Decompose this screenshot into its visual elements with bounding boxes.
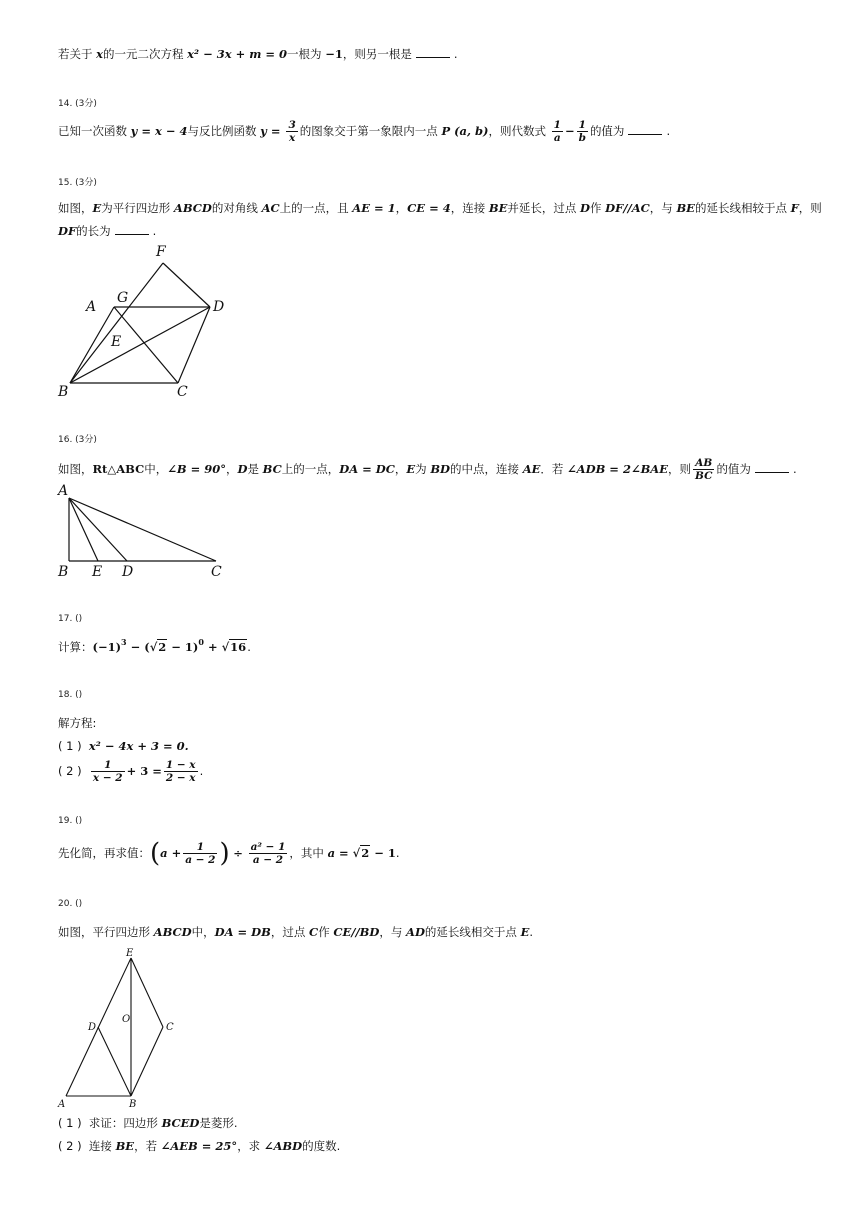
edge-bc [131, 1027, 163, 1096]
math-exponent: 0 [198, 637, 204, 647]
text: 的值为 [716, 462, 751, 476]
math-exponent: 3 [121, 637, 127, 647]
text: . [152, 224, 157, 238]
text: 的中点，连接 [450, 462, 523, 476]
answer-blank[interactable] [115, 222, 149, 235]
math-var: BD [430, 462, 451, 476]
text: ， [226, 462, 238, 476]
q14-text [58, 118, 670, 144]
question-number-15: 15. (3分) [58, 178, 97, 188]
math-term: + 3 = [126, 764, 162, 778]
numerator: 1 [183, 841, 217, 854]
text: ，则代数式 [488, 124, 550, 138]
line-bf [70, 263, 163, 383]
text: 已知一次函数 [58, 124, 131, 138]
q15-figure [50, 240, 240, 402]
edge-db [98, 1027, 131, 1096]
text: 的图象交于第一象限内一点 [299, 124, 442, 138]
label-b: B [129, 1099, 137, 1110]
question-number-18: 18. () [58, 690, 83, 700]
label-a: A [58, 1099, 66, 1110]
numerator: 3 [288, 119, 296, 131]
math-var: DF [58, 224, 77, 238]
label-c: C [177, 384, 188, 400]
label-a: A [58, 483, 69, 499]
text: . [453, 47, 458, 61]
math-expression: $(-1)^3 - (√2 - 1)^0 + √16$ [92, 637, 247, 654]
numerator: a² − 1 [250, 841, 286, 853]
question-number-19: 19. () [58, 816, 83, 826]
text: . [792, 462, 797, 476]
text: 的延长线相交于点 [424, 925, 521, 939]
answer-blank[interactable] [755, 460, 789, 473]
math-equation: AE = 1 [352, 201, 396, 215]
math-var: E [520, 925, 530, 939]
text: . [247, 640, 251, 654]
math-term: + [203, 640, 222, 654]
numerator: 1 [577, 119, 588, 132]
q15-text-line1 [58, 199, 822, 217]
diagonal-ac [114, 307, 178, 383]
segment-ae [69, 498, 98, 561]
q19-text: 先化简，再求值：(a + $\frac{1}{a - 2}$ ) ÷ $\frac{\text{a² − 1}}{a - 2}$ ，其中 a = √2 − 1. [58, 838, 400, 869]
text: 计算： [58, 640, 93, 654]
left-paren: ( [150, 838, 161, 869]
math-radicand: 16 [230, 640, 247, 654]
math-var: D [237, 462, 248, 476]
part-label: ( 2 ) [58, 764, 82, 778]
math-angle: ∠B = 90° [167, 462, 226, 476]
question-number-14: 14. (3分) [58, 99, 97, 109]
question-number-17: 17. () [58, 614, 83, 624]
fraction [164, 759, 198, 784]
text: ，与 [379, 925, 407, 939]
text: 连接 [88, 1139, 116, 1153]
math-term: (−1) [92, 640, 122, 654]
edge-ce [131, 958, 163, 1027]
text: . [529, 925, 533, 939]
math-var: D [580, 201, 591, 215]
q20-text [58, 923, 533, 941]
label-d: D [213, 299, 225, 315]
math-var: x [96, 47, 104, 61]
question-number-16: 16. (3分) [58, 435, 97, 445]
q18-part1 [58, 737, 189, 755]
label-f: F [156, 244, 166, 260]
math-var: C [309, 925, 319, 939]
denominator: b [578, 132, 586, 144]
text: ，则 [798, 201, 822, 215]
text: ， [394, 462, 407, 476]
text: 若关于 [58, 47, 97, 61]
answer-blank[interactable] [416, 45, 450, 58]
text: . [395, 846, 400, 860]
q13-text [58, 45, 457, 63]
text: ，连接 [450, 201, 489, 215]
text: ，与 [649, 201, 677, 215]
fraction [183, 841, 217, 866]
math-var: F [790, 201, 799, 215]
math-triangle: Rt△ABC [92, 462, 145, 476]
text: 如图， [58, 462, 93, 476]
math-term: a + [160, 846, 182, 860]
math-radicand: 2 [361, 846, 370, 860]
denominator: a − 2 [252, 854, 284, 866]
denominator: x [288, 132, 296, 144]
label-e: E [111, 334, 122, 350]
math-var: BE [676, 201, 695, 215]
text: 中， [144, 462, 168, 476]
text: ， [395, 201, 408, 215]
math-equation: CE//BD [333, 925, 380, 939]
math-term: − ( [126, 640, 150, 654]
math-var: BCED [161, 1116, 200, 1130]
q20-figure [52, 948, 192, 1110]
text: 先化简，再求值： [58, 846, 150, 860]
denominator: x − 2 [92, 772, 123, 784]
diagonal-bd [70, 307, 210, 383]
label-g: G [117, 290, 129, 306]
question-number-20: 20. () [58, 899, 83, 909]
math-function: y = [260, 124, 285, 138]
denominator: a [553, 132, 561, 144]
q20-sub2 [58, 1137, 340, 1155]
math-var: AC [261, 201, 280, 215]
numerator: 1 [91, 759, 125, 772]
label-c: C [166, 1022, 174, 1033]
numerator: 1 − x [165, 759, 196, 771]
text: 求证：四边形 [88, 1116, 162, 1130]
text: ，其中 [289, 846, 328, 860]
text: 作 [590, 201, 606, 215]
math-point: P (a, b) [441, 124, 489, 138]
math-operator: − [564, 124, 575, 138]
text: 的对角线 [211, 201, 262, 215]
fraction [249, 841, 288, 866]
q16-text [58, 456, 797, 482]
math-term: a = [327, 846, 353, 860]
math-equation: CE = 4 [407, 201, 451, 215]
q18-title: 解方程: [58, 716, 97, 730]
text: 中， [191, 925, 215, 939]
q17-text [58, 638, 251, 656]
math-var: AD [406, 925, 425, 939]
math-term: − 1 [370, 846, 396, 860]
label-o: O [122, 1014, 131, 1025]
part-label: ( 2 ) [58, 1139, 82, 1153]
math-term: − 1) [167, 640, 199, 654]
math-equation: x² − 3x + m = 0 [187, 47, 288, 61]
part-label: ( 1 ) [58, 1116, 82, 1130]
math-equation: x² − 4x + 3 = 0. [88, 739, 189, 753]
text: 的延长线相较于点 [694, 201, 791, 215]
fraction [577, 119, 588, 144]
label-e: E [126, 948, 134, 959]
label-a: A [86, 299, 97, 315]
edge-dc [178, 307, 210, 383]
text: 为 [415, 462, 431, 476]
numerator: AB [693, 457, 714, 470]
text: ，则 [668, 462, 691, 476]
q18-part2 [58, 757, 203, 785]
fraction [91, 759, 125, 784]
right-paren: ) [219, 838, 230, 869]
text: 与反比例函数 [187, 124, 261, 138]
text: 一根为 [287, 47, 326, 61]
label-b: B [58, 564, 69, 580]
math-equation: ∠ADB = 2∠BAE [567, 462, 668, 476]
part-label: ( 1 ) [58, 739, 82, 753]
q15-text-line2 [58, 222, 156, 240]
text: 并延长，过点 [507, 201, 581, 215]
math-var: ABCD [173, 201, 212, 215]
math-radicand: 2 [158, 640, 167, 654]
text: 的值为 [589, 124, 625, 138]
fraction [286, 119, 297, 144]
text: 的一元二次方程 [103, 47, 188, 61]
label-e: E [92, 564, 103, 580]
math-equation: DF//AC [605, 201, 650, 215]
edge-ac [69, 498, 216, 561]
text: 如图，平行四边形 [58, 925, 154, 939]
math-var: E [406, 462, 416, 476]
line-fd [163, 263, 210, 307]
label-d: D [122, 564, 134, 580]
text: 是菱形. [199, 1116, 238, 1130]
math-operator: ÷ [233, 846, 243, 860]
fraction [552, 119, 563, 144]
numerator: 1 [553, 119, 561, 131]
text: ，则另一根是 [342, 47, 412, 61]
math-var: BC [262, 462, 282, 476]
math-var: BE [488, 201, 508, 215]
text: ，求 [237, 1139, 264, 1153]
text: 作 [318, 925, 334, 939]
label-d: D [88, 1022, 97, 1033]
math-angle: ∠ABD [263, 1139, 303, 1153]
q20-sub1 [58, 1114, 238, 1132]
text: 为平行四边形 [101, 201, 174, 215]
text: 如图， [58, 201, 93, 215]
math-equation: DA = DB [214, 925, 271, 939]
text: 的长为 [76, 224, 111, 238]
text: ，若 [134, 1139, 161, 1153]
math-var: AE [522, 462, 541, 476]
denominator: BC [695, 470, 713, 482]
math-value: −1 [325, 47, 343, 61]
denominator: 2 − x [165, 772, 196, 784]
answer-blank[interactable] [628, 122, 662, 135]
math-equation: DA = DC [339, 462, 395, 476]
segment-ad [69, 498, 127, 561]
text: . [199, 764, 204, 778]
text: 上的一点， [281, 462, 340, 476]
math-function: y = x − 4 [130, 124, 188, 138]
text: 上的一点，且 [279, 201, 353, 215]
math-var: ABCD [153, 925, 192, 939]
text: . [666, 124, 671, 138]
denominator: a − 2 [185, 854, 216, 866]
text: ，过点 [270, 925, 310, 939]
fraction [693, 457, 714, 482]
text: ．若 [540, 462, 568, 476]
label-b: B [58, 384, 69, 400]
math-var: BE [115, 1139, 135, 1153]
label-c: C [211, 564, 222, 580]
text: 的度数. [302, 1139, 341, 1153]
text: 是 [247, 462, 263, 476]
q16-figure [50, 480, 240, 580]
math-angle: ∠AEB = 25° [160, 1139, 238, 1153]
math-var: E [92, 201, 102, 215]
